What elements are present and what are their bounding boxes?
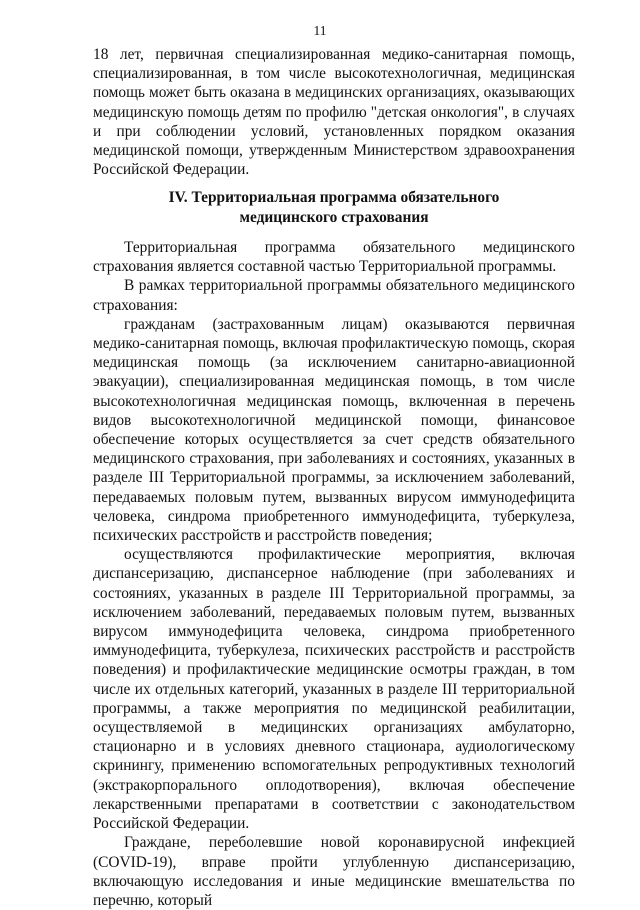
section-heading-line-2: медицинского страхования	[239, 208, 429, 226]
section-heading-line-1: IV. Территориальная программа обязательного	[168, 189, 500, 206]
intro-text-block	[93, 45, 575, 179]
paragraph-program-scope: В рамках территориальной программы обязательного медицинского страхования:	[93, 277, 575, 314]
page-number: 11	[313, 23, 327, 38]
paragraph-insured-care: гражданам (застрахованным лицам) оказываются первичная медико-санитарная помощь, включая профилактическую помощь, скорая медицинская помощь (за исключением санитарно-авиационной эвакуации), специализированная медицинская помощь, в том числе высокотехнологичная медицинская помощь, включенная в перечень видов высокотехнологичной медицинской помощи, финансовое обеспечение которых осуществляется за счет средств обязательного медицинского страхования, при заболеваниях и состояниях, указанных в разделе III Территориальной программы, за исключением заболеваний, передаваемых половым путем, вызванных вирусом иммунодефицита человека, синдрома приобретенного иммунодефицита, туберкулеза, психических расстройств и расстройств поведения;	[93, 315, 575, 545]
paragraph-covid-dispensary: Граждане, переболевшие новой коронавирусной инфекцией (COVID-19), вправе пройти углубленную диспансеризацию, включающую исследования и иные медицинские вмешательства по перечню, который	[93, 834, 575, 909]
paragraph-preventive-measures: осуществляются профилактические мероприятия, включая диспансеризацию, диспансерное наблюдение (при заболеваниях и состояниях, указанных в разделе III Территориальной программы, за исключением заболеваний, передаваемых половым путем, вызванных вирусом иммунодефицита человека, синдрома приобретенного иммунодефицита, туберкулеза, психических расстройств и расстройств поведения) и профилактические медицинские осмотры граждан, в том числе их отдельных категорий, указанных в разделе III территориальной программы, а также мероприятия по медицинской реабилитации, осуществляемой в медицинских организациях амбулаторно, стационарно и в условиях дневного стационара, аудиологическому скринингу, применению вспомогательных репродуктивных технологий (экстракорпорального оплодотворения), включая обеспечение лекарственными препаратами в соответствии с законодательством Российской Федерации.	[93, 546, 575, 833]
paragraph-program-definition: Территориальная программа обязательного медицинского страхования является составной частью Территориальной программы.	[93, 239, 575, 276]
intro-paragraph: 18 лет, первичная специализированная медико-санитарная помощь, специализированная, в том числе высокотехнологичная, медицинская помощь может быть оказана в медицинских организациях, оказывающих медицинскую помощь детям по профилю "детская онкология", в случаях и при соблюдении условий, установленных порядком оказания медицинской помощи, утвержденным Министерством здравоохранения Российской Федерации.	[93, 46, 575, 179]
section-body	[93, 238, 575, 910]
section-heading	[93, 188, 575, 227]
